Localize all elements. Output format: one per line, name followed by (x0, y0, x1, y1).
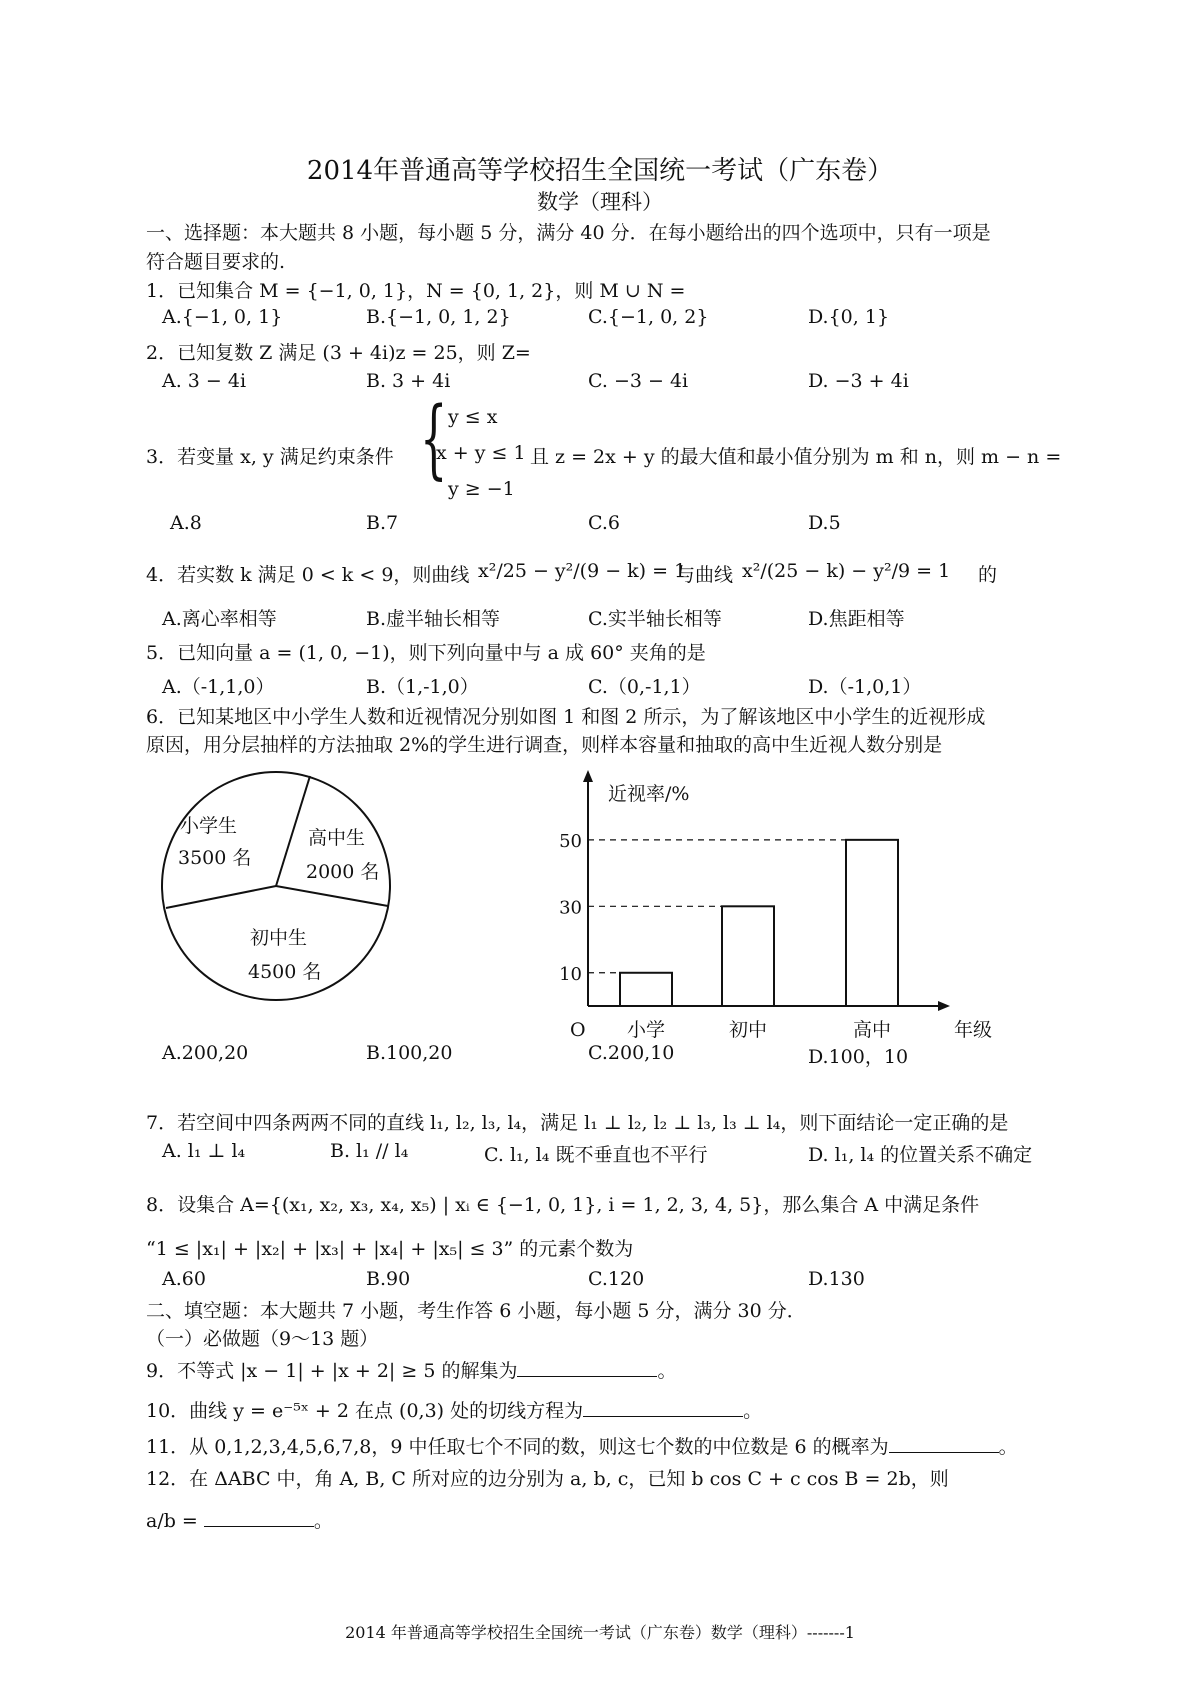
q7-option-a: A. l₁ ⊥ l₄ (162, 1140, 246, 1162)
q6-option-b: B.100,20 (366, 1042, 453, 1064)
q3-suffix: 且 z = 2x + y 的最大值和最小值分别为 m 和 n，则 m − n = (530, 446, 1062, 468)
x-axis-arrow (938, 1001, 950, 1011)
y-axis-label: 近视率/% (608, 783, 690, 805)
q8-option-c: C.120 (588, 1268, 645, 1290)
q2-option-b: B. 3 + 4i (366, 370, 451, 392)
q12-end: 。 (313, 1510, 333, 1532)
q4-curve2: x²/(25 − k) − y²/9 = 1 (742, 560, 951, 582)
section1-intro-cont: 符合题目要求的. (146, 251, 286, 273)
q6-option-c: C.200,10 (588, 1042, 675, 1064)
pie-count-senior: 2000 名 (306, 861, 380, 883)
q1-option-c: C.{−1, 0, 2} (588, 306, 709, 328)
q6-stem-cont: 原因，用分层抽样的方法抽取 2%的学生进行调查，则样本容量和抽取的高中生近视人数分别是 (146, 734, 943, 756)
y-tick-label: 30 (559, 897, 582, 919)
q8-option-d: D.130 (808, 1268, 865, 1290)
q1-option-a: A.{−1, 0, 1} (162, 306, 283, 328)
pie-divider (166, 886, 276, 908)
section2-required: （一）必做题（9～13 题） (146, 1328, 379, 1350)
q5-option-d: D.（-1,0,1） (808, 676, 922, 698)
q4-option-c: C.实半轴长相等 (588, 608, 722, 630)
q3-prefix: 3．若变量 x, y 满足约束条件 (146, 446, 394, 468)
pie-label-primary: 小学生 (180, 815, 238, 837)
q9-answer-blank (517, 1358, 657, 1377)
page-title: 2014年普通高等学校招生全国统一考试（广东卷） (306, 156, 894, 186)
q6-option-d: D.100，10 (808, 1046, 909, 1068)
q4-suffix: 的 (978, 564, 998, 586)
q4-prefix: 4．若实数 k 满足 0 < k < 9，则曲线 (146, 564, 470, 586)
q1-option-b: B.{−1, 0, 1, 2} (366, 306, 511, 328)
q6-option-a: A.200,20 (162, 1042, 249, 1064)
q7-stem: 7．若空间中四条两两不同的直线 l₁, l₂, l₃, l₄，满足 l₁ ⊥ l₂, l₂ ⊥ l₃, l₃ ⊥ l₄，则下面结论一定正确的是 (146, 1112, 1009, 1134)
q3-option-d: D.5 (808, 512, 841, 534)
q4-option-b: B.虚半轴长相等 (366, 608, 501, 630)
q10-row (146, 1396, 762, 1423)
q9-end: 。 (657, 1360, 677, 1382)
q6-stem: 6．已知某地区中小学生人数和近视情况分别如图 1 和图 2 所示，为了解该地区中小学生的近视形成 (146, 706, 986, 728)
q5-option-a: A.（-1,1,0） (162, 676, 275, 698)
q10-end: 。 (743, 1400, 763, 1422)
q12-stem: 12．在 ΔABC 中，角 A, B, C 所对应的边分别为 a, b, c，已知 b cos C + c cos B = 2b，则 (146, 1468, 949, 1490)
q11-row (146, 1432, 1018, 1459)
q7-option-d: D. l₁, l₄ 的位置关系不确定 (808, 1144, 1033, 1166)
pie-count-primary: 3500 名 (178, 847, 252, 869)
section1-intro: 一、选择题：本大题共 8 小题，每小题 5 分，满分 40 分．在每小题给出的四个选项中，只有一项是 (146, 222, 991, 244)
q7-option-b: B. l₁ // l₄ (330, 1140, 409, 1162)
page-subtitle: 数学（理科） (537, 190, 663, 214)
y-tick-label: 50 (559, 830, 582, 852)
q1-stem: 1．已知集合 M = {−1, 0, 1}，N = {0, 1, 2}，则 M ∪ N = (146, 280, 686, 302)
x-category-label: 小学 (626, 1019, 666, 1041)
y-tick-label: 10 (559, 963, 582, 985)
x-category-label: 高中 (852, 1019, 892, 1041)
q2-option-c: C. −3 − 4i (588, 370, 689, 392)
pie-divider (276, 776, 310, 886)
q12-answer-blank (204, 1508, 314, 1527)
q5-option-b: B.（1,-1,0） (366, 676, 479, 698)
q8-stem-cont: “1 ≤ |x₁| + |x₂| + |x₃| + |x₄| + |x₅| ≤ 3” 的元素个数为 (146, 1238, 634, 1260)
q10-stem: 10．曲线 y = e⁻⁵ˣ + 2 在点 (0,3) 处的切线方程为 (146, 1400, 584, 1422)
q11-stem: 11．从 0,1,2,3,4,5,6,7,8，9 中任取七个不同的数，则这七个数的中位数是 6 的概率为 (146, 1436, 889, 1458)
q5-option-c: C.（0,-1,1） (588, 676, 701, 698)
bar-0 (620, 973, 672, 1006)
q12-lhs: a/b = (146, 1510, 198, 1532)
q10-answer-blank (583, 1398, 743, 1417)
q2-stem: 2．已知复数 Z 满足 (3 + 4i)z = 25，则 Z= (146, 342, 531, 364)
q4-middle: 与曲线 (676, 564, 734, 586)
q3-constraint-3: y ≥ −1 (448, 478, 515, 500)
q8-stem: 8．设集合 A={(x₁, x₂, x₃, x₄, x₅) | xᵢ ∈ {−1, 0, 1}, i = 1, 2, 3, 4, 5}，那么集合 A 中满足条件 (146, 1194, 980, 1216)
pie-label-junior: 初中生 (250, 927, 308, 949)
q12-row (146, 1506, 333, 1533)
q3-option-a: A.8 (170, 512, 202, 534)
bar-1 (722, 906, 774, 1006)
q9-stem: 9．不等式 |x − 1| + |x + 2| ≥ 5 的解集为 (146, 1360, 518, 1382)
y-axis-arrow (583, 770, 593, 782)
bar-2 (846, 840, 898, 1006)
pie-divider (276, 886, 388, 906)
constraint-brace: { (420, 389, 448, 489)
q3-constraint-1: y ≤ x (448, 406, 498, 428)
x-category-label: 初中 (728, 1019, 768, 1041)
q2-option-d: D. −3 + 4i (808, 370, 909, 392)
q11-end: 。 (998, 1436, 1018, 1458)
q3-option-b: B.7 (366, 512, 399, 534)
page-footer: 2014 年普通高等学校招生全国统一考试（广东卷）数学（理科）-------1 (345, 1623, 855, 1642)
q2-option-a: A. 3 − 4i (162, 370, 247, 392)
origin-label: O (570, 1019, 586, 1041)
q1-option-d: D.{0, 1} (808, 306, 890, 328)
q9-row (146, 1356, 676, 1383)
q7-option-c: C. l₁, l₄ 既不垂直也不平行 (484, 1144, 708, 1166)
q8-option-b: B.90 (366, 1268, 411, 1290)
q4-option-a: A.离心率相等 (162, 608, 277, 630)
q4-option-d: D.焦距相等 (808, 608, 905, 630)
q11-answer-blank (889, 1434, 999, 1453)
pie-label-senior: 高中生 (308, 827, 366, 849)
section2-intro: 二、填空题：本大题共 7 小题，考生作答 6 小题，每小题 5 分，满分 30 分． (146, 1300, 806, 1322)
q5-stem: 5．已知向量 a = (1, 0, −1)，则下列向量中与 a 成 60° 夹角的是 (146, 642, 706, 664)
pie-count-junior: 4500 名 (248, 961, 322, 983)
bar-chart (559, 770, 1010, 1041)
q3-option-c: C.6 (588, 512, 620, 534)
q3-constraint-2: x + y ≤ 1 (436, 442, 526, 464)
q4-curve1: x²/25 − y²/(9 − k) = 1 (478, 560, 687, 582)
q8-option-a: A.60 (162, 1268, 206, 1290)
pie-chart (150, 760, 410, 1020)
x-axis-label: 年级 (954, 1019, 993, 1041)
